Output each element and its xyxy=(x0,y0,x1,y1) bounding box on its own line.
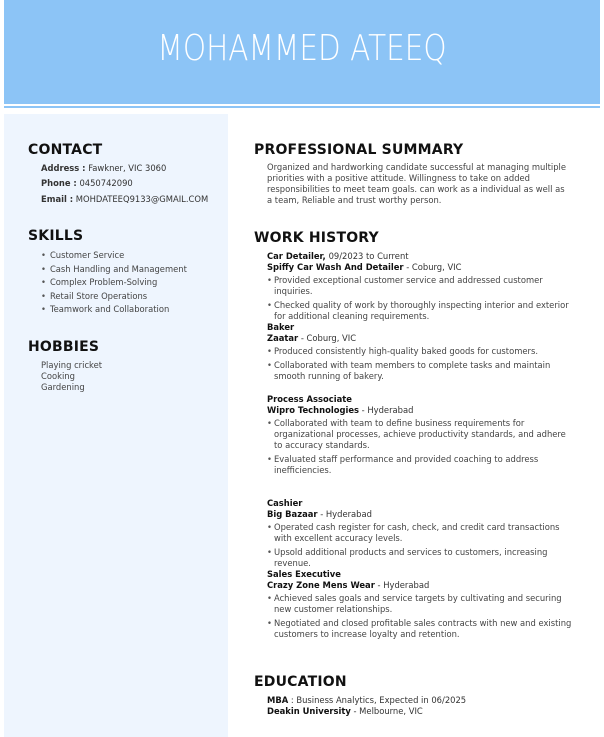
list-item: Cooking xyxy=(41,371,75,381)
list-item: • Produced consistently high-quality baked goods for customers. xyxy=(267,346,574,357)
candidate-name: MOHAMMED ATEEQ xyxy=(157,28,447,69)
job-entry xyxy=(267,394,577,479)
education-title: EDUCATION xyxy=(254,674,347,690)
education-school: Deakin University - Melbourne, VIC xyxy=(267,706,423,716)
list-item: • Upsold additional products and services to customers, increasing revenue. xyxy=(267,547,574,569)
list-item: • Customer Service xyxy=(41,249,187,263)
list-item: Playing cricket xyxy=(41,360,103,370)
email-value: MOHDATEEQ9133@GMAIL.COM xyxy=(75,194,209,204)
job-company: Spiffy Car Wash And Detailer - Coburg, VIC xyxy=(267,262,462,272)
contact-address xyxy=(41,163,166,173)
skills-title: SKILLS xyxy=(28,228,84,244)
summary-title: PROFESSIONAL SUMMARY xyxy=(254,142,464,158)
job-entry xyxy=(267,569,577,643)
job-company: Zaatar - Coburg, VIC xyxy=(267,333,357,343)
job-title: Baker xyxy=(267,322,295,332)
contact-email xyxy=(41,194,208,204)
job-company: Big Bazaar - Hyderabad xyxy=(267,509,372,519)
list-item: • Cash Handling and Management xyxy=(41,263,187,277)
job-title: Car Detailer, 09/2023 to Current xyxy=(267,251,409,261)
contact-phone xyxy=(41,178,133,188)
sidebar xyxy=(4,114,228,737)
list-item: • Complex Problem-Solving xyxy=(41,276,187,290)
job-entry xyxy=(267,322,577,385)
hobbies-title: HOBBIES xyxy=(28,339,100,355)
job-company: Wipro Technologies - Hyderabad xyxy=(267,405,414,415)
list-item: • Checked quality of work by thoroughly inspecting interior and exterior for additional cleaning requirements. xyxy=(267,300,574,322)
list-item: • Operated cash register for cash, check, and credit card transactions with excellent accuracy levels. xyxy=(267,522,574,544)
job-title: Sales Executive xyxy=(267,569,341,579)
address-value: Fawkner, VIC 3060 xyxy=(88,163,167,173)
summary-text: Organized and hardworking candidate successful at managing multiple priorities with a positive attitude. Willingness to take on added responsibilities to meet team goals. can work as a individual as well as a team, Reliable and trust worthy person. xyxy=(267,162,567,205)
education-degree: MBA : Business Analytics, Expected in 06/2025 xyxy=(267,695,467,705)
job-company: Crazy Zone Mens Wear - Hyderabad xyxy=(267,580,430,590)
work-history-title: WORK HISTORY xyxy=(254,230,379,246)
header-banner xyxy=(4,0,600,104)
list-item: • Retail Store Operations xyxy=(41,290,187,304)
list-item: • Teamwork and Collaboration xyxy=(41,303,187,317)
job-entry xyxy=(267,498,577,572)
list-item: Gardening xyxy=(41,382,85,392)
phone-value: 0450742090 xyxy=(79,178,133,188)
address-label: Address : xyxy=(41,163,86,173)
email-label: Email : xyxy=(41,194,74,204)
job-entry xyxy=(267,251,577,325)
phone-label: Phone : xyxy=(41,178,77,188)
list-item: • Collaborated with team to define business requirements for organizational processes, achieve productivity standards, and adhere to accuracy standards. xyxy=(267,418,574,450)
skills-list xyxy=(41,249,187,317)
job-title: Cashier xyxy=(267,498,303,508)
list-item: • Negotiated and closed profitable sales contracts with new and existing customers to increase loyalty and retention. xyxy=(267,618,574,640)
list-item: • Achieved sales goals and service targets by cultivating and securing new customer relationships. xyxy=(267,593,574,615)
list-item: • Provided exceptional customer service and addressed customer inquiries. xyxy=(267,275,574,297)
contact-title: CONTACT xyxy=(28,142,103,158)
list-item: • Collaborated with team members to complete tasks and maintain smooth running of bakery. xyxy=(267,360,574,382)
header-divider xyxy=(4,106,600,108)
job-title: Process Associate xyxy=(267,394,352,404)
list-item: • Evaluated staff performance and provided coaching to address inefficiencies. xyxy=(267,454,574,476)
